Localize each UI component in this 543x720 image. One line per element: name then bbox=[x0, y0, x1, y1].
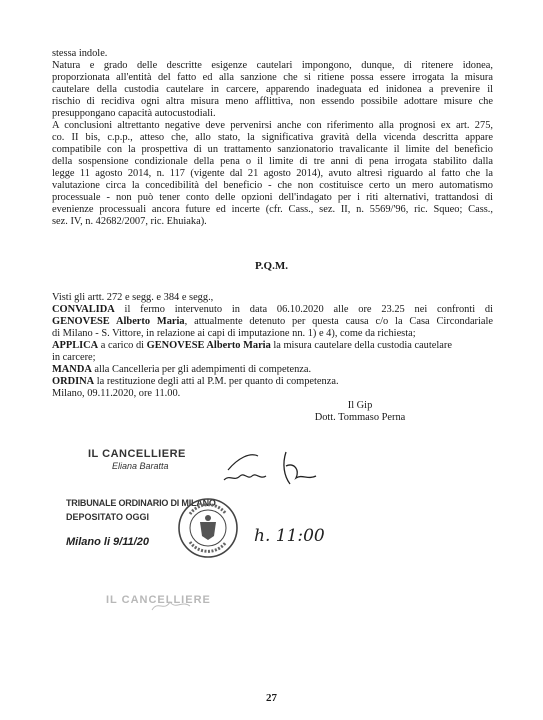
milano-date-stamp: Milano li 9/11/20 bbox=[66, 536, 149, 548]
manda-keyword: MANDA bbox=[52, 364, 92, 375]
faded-stamp: IL CANCELLIERE bbox=[106, 594, 211, 606]
handwritten-hour: h. 11:00 bbox=[254, 526, 325, 546]
body-line: processuale - non può tener conto delle opzioni dell'indagato per i riti alternativi, trattandosi di bbox=[52, 192, 493, 203]
defendant-name: GENOVESE Alberto Maria bbox=[146, 340, 271, 351]
body-line: A conclusioni altrettanto negative deve pervenirsi anche con riferimento alla prognosi ex art. 275, bbox=[52, 120, 493, 131]
convalida-line bbox=[52, 304, 493, 316]
convalida-keyword: CONVALIDA bbox=[52, 304, 115, 315]
applica-line bbox=[52, 340, 452, 352]
judge-role: Il Gip bbox=[347, 400, 373, 411]
applica-text: la misura cautelare della custodia cautelare bbox=[270, 340, 452, 351]
body-line: valutazione circa la concedibilità del beneficio - che non costituisce certo un mero automatismo bbox=[52, 180, 493, 191]
body-line: legge 11 agosto 2014, n. 117 (vigente dal 21 agosto 2014), avuto altresì riguardo al fatto che la bbox=[52, 168, 493, 179]
tribunale-stamp: TRIBUNALE ORDINARIO DI MILANO bbox=[66, 498, 216, 508]
body-line: cautelare della custodia cautelare in carcere, apparendo inadeguata ed inidonea a prevenire il bbox=[52, 84, 493, 95]
ordina-text: la restituzione degli atti al P.M. per quanto di competenza. bbox=[94, 376, 339, 387]
visti-line: Visti gli artt. 272 e segg. e 384 e segg., bbox=[52, 292, 214, 303]
section-heading: P.Q.M. bbox=[255, 260, 288, 272]
applica-keyword: APPLICA bbox=[52, 340, 99, 351]
faded-signature bbox=[150, 596, 194, 614]
convalida-text: il fermo intervenuto in data 06.10.2020 alle ore 23.25 nei confronti di bbox=[114, 304, 493, 315]
body-line: sez. IV, n. 42682/2007, ric. Ehuiaka). bbox=[52, 216, 207, 227]
cancelliere-stamp-title: IL CANCELLIERE bbox=[88, 448, 186, 460]
ordina-keyword: ORDINA bbox=[52, 376, 95, 387]
body-line: proporzionata all'entità del fatto ed alla sanzione che si ritiene possa essere irrogata la misura bbox=[52, 72, 493, 83]
body-line: evenienze processuali ancora future ed incerte (cfr. Cass., sez. II, n. 5569/'96, ric. Squeo; Cass., bbox=[52, 204, 493, 215]
body-line: compatibile con la prospettiva di un trattamento sanzionatorio travalicante il limite del beneficio bbox=[52, 144, 493, 155]
body-line: presuppongano capacità autocustodiali. bbox=[52, 108, 216, 119]
court-seal bbox=[176, 496, 240, 560]
applica-line: in carcere; bbox=[52, 352, 96, 363]
place-date: Milano, 09.11.2020, ore 11.00. bbox=[52, 388, 181, 399]
body-line: della sospensione condizionale della pena o il limite di tre anni di pena irrogata stabilito dalla bbox=[52, 156, 493, 167]
body-line: Natura e grado delle descritte esigenze cautelari impongono, dunque, di ritenere idonea, bbox=[52, 60, 493, 71]
judge-signature bbox=[220, 440, 340, 490]
manda-text: alla Cancelleria per gli adempimenti di competenza. bbox=[91, 364, 312, 375]
convalida-text: , attualmente detenuto per questa causa c/o la Casa Circondariale bbox=[184, 316, 494, 327]
body-line: stessa indole. bbox=[52, 48, 108, 59]
body-line: rischio di recidiva ogni altra misura meno afflittiva, non essendo possibile adottare misure che bbox=[52, 96, 493, 107]
body-line: co. II bis, c.p.p., atteso che, allo stato, la significativa gravità della vicenda descritta appare bbox=[52, 132, 493, 143]
depositato-stamp: DEPOSITATO OGGI bbox=[66, 512, 150, 522]
page-number: 27 bbox=[266, 692, 277, 704]
convalida-line bbox=[52, 316, 493, 328]
cancelliere-stamp-name: Eliana Baratta bbox=[112, 461, 169, 471]
applica-text: a carico di bbox=[98, 340, 147, 351]
convalida-line: di Milano - S. Vittore, in relazione ai capi di imputazione nn. 1) e 4), come da richiesta; bbox=[52, 328, 416, 339]
judge-name: Dott. Tommaso Perna bbox=[314, 412, 406, 423]
ordina-line bbox=[52, 376, 339, 388]
defendant-name: GENOVESE Alberto Maria bbox=[52, 316, 185, 327]
manda-line bbox=[52, 364, 311, 376]
